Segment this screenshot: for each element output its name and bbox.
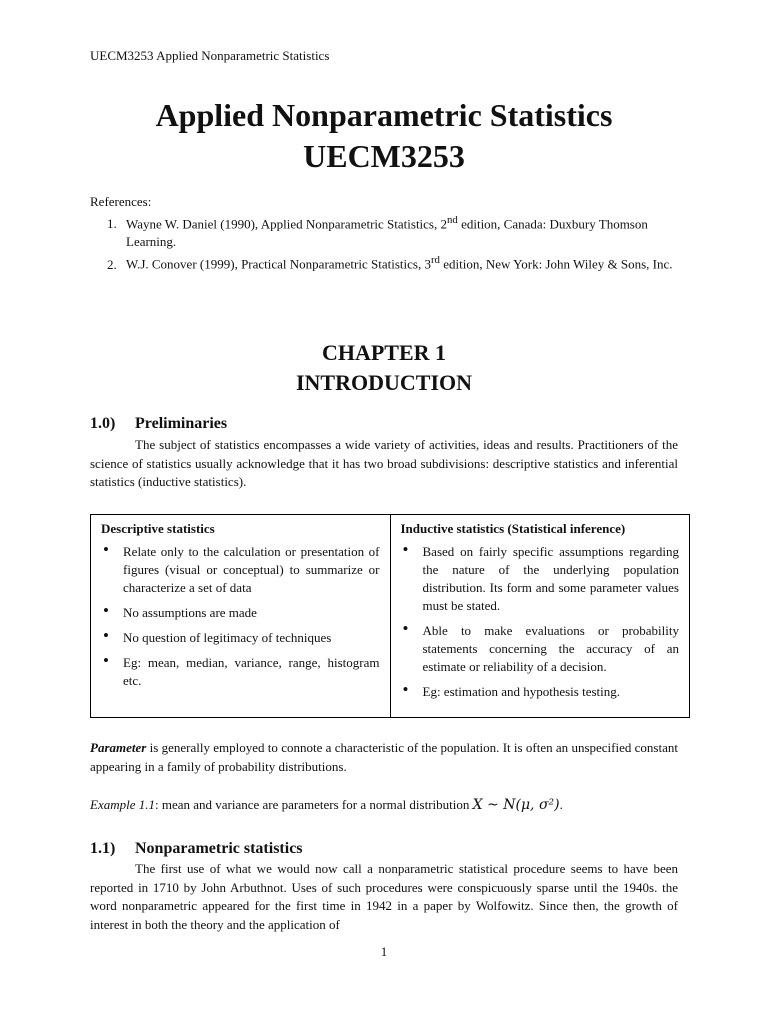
- reference-item: 1. Wayne W. Daniel (1990), Applied Nonparametric Statistics, 2nd edition, Canada: Duxbury Thomson Learning.: [120, 211, 685, 251]
- references-block: [90, 193, 685, 274]
- list-item: • Relate only to the calculation or presentation of figures (visual or conceptual) to summarize or characterize a set of data: [101, 543, 380, 597]
- references-label: References:: [90, 194, 152, 209]
- normal-distribution-formula: X ~ N(μ, σ²): [472, 797, 560, 813]
- list-item: • Eg: mean, median, variance, range, histogram etc.: [101, 654, 380, 690]
- list-item: • Based on fairly specific assumptions regarding the nature of the underlying population distribution. Its form and some parameter values must be stated.: [401, 543, 680, 615]
- reference-item: 2. W.J. Conover (1999), Practical Nonparametric Statistics, 3rd edition, New York: John Wiley & Sons, Inc.: [120, 251, 685, 273]
- list-item: • Able to make evaluations or probability statements concerning the accuracy of an estimate or reliability of a decision.: [401, 622, 680, 676]
- table-header-inductive: Inductive statistics (Statistical inference): [400, 521, 626, 536]
- inductive-statistics-cell: [390, 515, 690, 718]
- example-paragraph: Example 1.1: mean and variance are parameters for a normal distribution X ~ N(μ, σ²).: [90, 797, 563, 813]
- document-title: Applied Nonparametric Statistics: [155, 97, 613, 133]
- chapter-number: CHAPTER 1: [321, 340, 447, 365]
- section-heading-nonparametric: 1.1) Nonparametric statistics: [90, 840, 303, 857]
- descriptive-statistics-cell: [91, 515, 391, 718]
- parameter-paragraph: Parameter is generally employed to connote a characteristic of the population. It is often an unspecified constant appearing in a family of probability distributions.: [90, 740, 678, 774]
- table-header-descriptive: Descriptive statistics: [101, 521, 215, 536]
- statistics-comparison-table: [90, 514, 690, 718]
- parameter-term: Parameter: [90, 740, 147, 755]
- list-item: • Eg: estimation and hypothesis testing.: [401, 683, 680, 701]
- section-heading-preliminaries: 1.0) Preliminaries: [90, 415, 228, 432]
- chapter-title: INTRODUCTION: [295, 370, 473, 395]
- list-item: • No question of legitimacy of techniques: [101, 629, 380, 647]
- nonparametric-paragraph: The first use of what we would now call a nonparametric statistical procedure seems to have been reported in 1710 by John Arbuthnot. Uses of such procedures were conspicuously sparse until the 1940s. the word nonparametric appeared for the first time in 1942 in a paper by Wolfowitz. Since then, the growth of interest in both the theory and the application of: [90, 861, 678, 932]
- course-code-title: UECM3253: [303, 138, 465, 174]
- preliminaries-paragraph: The subject of statistics encompasses a wide variety of activities, ideas and results. Practitioners of the science of statistics usually acknowledge that it has two broad subdivisions: descriptive statistics and inferential statistics (inductive statistics).: [90, 437, 678, 489]
- list-item: • No assumptions are made: [101, 604, 380, 622]
- running-header: UECM3253 Applied Nonparametric Statistics: [90, 48, 330, 63]
- page-number: 1: [380, 944, 388, 959]
- example-label: Example 1.1: [90, 797, 155, 812]
